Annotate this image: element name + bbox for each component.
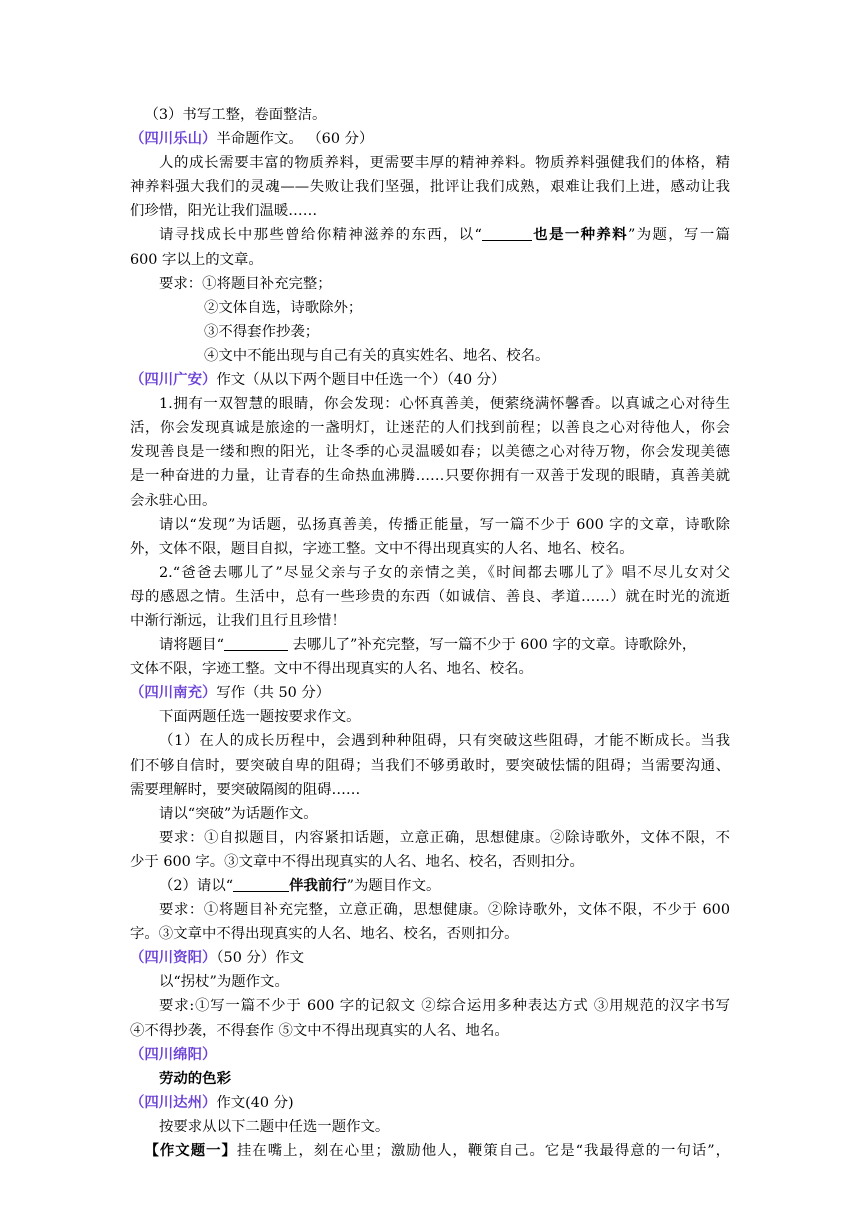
- requirement: [130, 922, 730, 946]
- paragraph: [130, 585, 730, 609]
- text: 2.“爸爸去哪儿了”尽显父亲与子女的亲情之美，《时间都去哪儿了》唱不尽儿女对父: [159, 564, 730, 581]
- paragraph: [130, 609, 730, 633]
- text: ②文体自选，诗歌除外；: [204, 299, 363, 316]
- text: 作文(40 分): [216, 1094, 294, 1111]
- text: 挂在嘴上，刻在心里；激励他人，鞭策自己。它是“我最得意的一句话”，: [236, 1143, 730, 1160]
- paragraph: [130, 778, 730, 802]
- text: 要求：①将题目补充完整；: [159, 275, 332, 292]
- text: 作文（从以下两个题目中任选一个）（40 分）: [216, 372, 506, 389]
- paragraph: [130, 248, 730, 272]
- text: 请以“发现”为话题，弘扬真善美，传播正能量，写一篇不少于 600 字的文章，诗歌除: [159, 516, 730, 533]
- requirement: [130, 850, 730, 874]
- text: 发现善良是一缕和煦的阳光，让冬季的心灵温暖如春；以美德之心对待万物，你会发现美德: [130, 444, 730, 461]
- paragraph: [130, 1115, 730, 1139]
- text: ③不得套作抄袭；: [204, 323, 320, 340]
- requirement: [130, 272, 730, 296]
- section-heading: [130, 368, 730, 392]
- text: 请以“突破”为话题作文。: [159, 805, 318, 822]
- topic-tag: 【作文题一】: [144, 1142, 237, 1160]
- paragraph: [130, 874, 730, 898]
- requirement: [130, 994, 730, 1018]
- text: 下面两题任选一题按要求作文。: [159, 709, 361, 726]
- text: （2）请以“: [159, 878, 234, 894]
- paragraph: [130, 440, 730, 464]
- text: （50 分）作文: [216, 950, 304, 967]
- paragraph: [130, 537, 730, 561]
- paragraph: [130, 513, 730, 537]
- text: 会永驻心田。: [130, 492, 217, 509]
- text: 是一种奋进的力量，让青春的生命热血沸腾……只要你拥有一双善于发现的眼睛，真善美就: [130, 468, 730, 485]
- title-text: 也是一种养料: [531, 226, 628, 244]
- text: 少于 600 字。③文章中不得出现真实的人名、地名、校名，否则扣分。: [130, 853, 584, 870]
- paragraph: [130, 970, 730, 994]
- text: 字。③文章中不得出现真实的人名、地名、校名，否则扣分。: [130, 926, 519, 943]
- text: 外，文体不限，题目自拟，字迹工整。文中不得出现真实的人名、地名、校名。: [130, 540, 634, 557]
- text: 神养料强大我们的灵魂——失败让我们坚强，批评让我们成熟，艰难让我们上进，感动让我: [130, 179, 730, 196]
- requirement: [130, 898, 730, 922]
- requirement: [130, 320, 730, 344]
- text: 活，你会发现真诚是旅途的一盏明灯，让迷茫的人们找到前程；以善良之心对待他人，你会: [130, 420, 730, 437]
- title-text: 劳动的色彩: [159, 1069, 231, 1087]
- paragraph: [130, 223, 730, 247]
- text: 半命题作文。 （60 分）: [216, 131, 374, 148]
- paragraph: [130, 103, 730, 127]
- region-label: （四川资阳）: [130, 949, 217, 967]
- text: （1）在人的成长历程中，会遇到种种阻碍，只有突破这些阻碍，才能不断成长。当我: [159, 733, 730, 750]
- text: 请寻找成长中那些曾给你精神滋养的东西，以“: [159, 227, 482, 244]
- text: 中渐行渐远，让我们且行且珍惜！: [130, 612, 346, 629]
- text: ④不得抄袭，不得套作 ⑤文中不得出现真实的人名、地名。: [130, 1022, 509, 1039]
- section-heading: [130, 127, 730, 151]
- requirement: [130, 296, 730, 320]
- paragraph: [130, 175, 730, 199]
- text: 人的成长需要丰富的物质养料，更需要丰厚的精神养料。物质养料强健我们的体格，精: [159, 155, 730, 172]
- text: （3）书写工整，卷面整洁。: [144, 107, 327, 123]
- requirement: [130, 826, 730, 850]
- text: 请将题目“: [159, 637, 224, 654]
- region-label: （四川广安）: [130, 371, 217, 389]
- text: 们珍惜，阳光让我们温暖……: [130, 203, 318, 220]
- paragraph: [130, 464, 730, 488]
- text: 要求:①写一篇不少于 600 字的记叙文 ②综合运用多种表达方式 ③用规范的汉字书写: [159, 998, 730, 1015]
- paragraph: [130, 802, 730, 826]
- section-heading: [130, 681, 730, 705]
- fill-blank: [482, 225, 532, 241]
- essay-title: [130, 1067, 730, 1091]
- text: ”为题目作文。: [346, 878, 441, 894]
- text: 要求：①将题目补充完整，立意正确，思想健康。②除诗歌外，文体不限，不少于 600: [159, 902, 730, 919]
- section-heading: [130, 1043, 730, 1067]
- fill-blank: [233, 876, 289, 892]
- paragraph: [130, 416, 730, 440]
- paragraph: [130, 151, 730, 175]
- region-label: （四川达州）: [130, 1093, 217, 1111]
- paragraph: [130, 754, 730, 778]
- paragraph: [130, 657, 730, 681]
- paragraph: [130, 729, 730, 753]
- paragraph: [130, 561, 730, 585]
- paragraph: [130, 489, 730, 513]
- text: 600 字以上的文章。: [130, 251, 263, 268]
- fill-blank: [224, 635, 288, 651]
- text: 1.拥有一双智慧的眼睛，你会发现：心怀真善美，便萦绕满怀馨香。以真诚之心对待生: [159, 396, 730, 413]
- region-label: （四川南充）: [130, 684, 217, 702]
- requirement: [130, 1019, 730, 1043]
- document-body: [130, 103, 730, 1163]
- text: 要求：①自拟题目，内容紧扣话题，立意正确，思想健康。②除诗歌外，文体不限，不: [159, 829, 730, 846]
- text: ”为题，写一篇: [627, 227, 731, 244]
- text: 去哪儿了”补充完整，写一篇不少于 600 字的文章。诗歌除外，: [287, 637, 697, 654]
- region-label: （四川绵阳）: [130, 1045, 217, 1063]
- requirement: [130, 344, 730, 368]
- section-heading: [130, 1091, 730, 1115]
- text: 写作（共 50 分）: [216, 685, 331, 702]
- region-label: （四川乐山）: [130, 130, 217, 148]
- paragraph: [130, 1139, 730, 1163]
- text: 按要求从以下二题中任选一题作文。: [159, 1118, 390, 1135]
- paragraph: [130, 199, 730, 223]
- paragraph: [130, 705, 730, 729]
- text: 文体不限，字迹工整。文中不得出现真实的人名、地名、校名。: [130, 661, 533, 678]
- section-heading: [130, 946, 730, 970]
- text: 需要理解时，要突破隔阂的阻碍……: [130, 781, 361, 798]
- paragraph: [130, 392, 730, 416]
- paragraph: [130, 633, 730, 657]
- text: 们不够自信时，要突破自卑的阻碍；当我们不够勇敢时，要突破怯懦的阻碍；当需要沟通、: [130, 757, 730, 774]
- title-text: 伴我前行: [289, 877, 347, 894]
- text: 母的感恩之情。生活中，总有一些珍贵的东西（如诚信、善良、孝道……）就在时光的流逝: [130, 588, 730, 605]
- text: 以“拐杖”为题作文。: [159, 974, 289, 991]
- text: ④文中不能出现与自己有关的真实姓名、地名、校名。: [204, 347, 550, 364]
